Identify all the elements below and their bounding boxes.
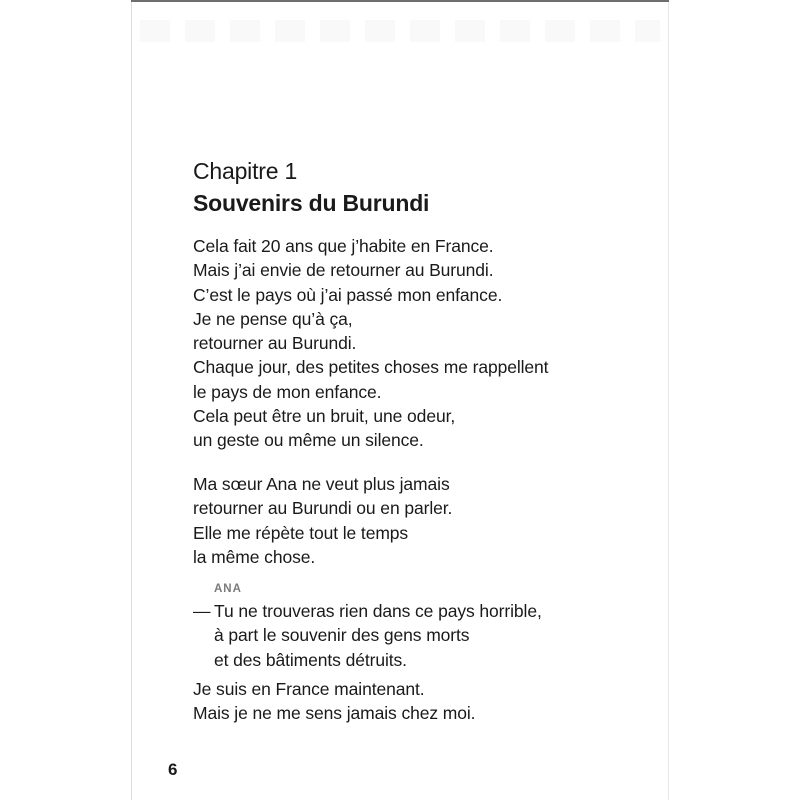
chapter-number: Chapitre 1 — [193, 158, 298, 184]
paragraph-1 — [193, 234, 548, 453]
text-line: le pays de mon enfance. — [193, 381, 382, 402]
top-rule — [131, 0, 669, 2]
chapter-title: Souvenirs du Burundi — [193, 190, 430, 216]
dialogue-line — [193, 599, 542, 623]
text-line: Mais j’ai envie de retourner au Burundi. — [193, 260, 494, 281]
page-number: 6 — [168, 760, 178, 779]
text-line: Je suis en France maintenant. — [193, 679, 425, 699]
text-line: Cela fait 20 ans que j’habite en France. — [193, 236, 494, 256]
dialogue-line: à part le souvenir des gens morts — [214, 625, 470, 646]
dialogue-dash: — — [193, 601, 211, 621]
show-through-text — [140, 20, 660, 42]
text-line: C’est le pays où j’ai passé mon enfance. — [193, 284, 503, 305]
dialogue-block — [193, 599, 542, 672]
dialogue-speaker: ANA — [214, 583, 242, 595]
text-line: Mais je ne me sens jamais chez moi. — [193, 703, 476, 724]
dialogue-text: Tu ne trouveras rien dans ce pays horrible, — [214, 601, 542, 621]
text-line: Cela peut être un bruit, une odeur, — [193, 406, 456, 427]
text-line: retourner au Burundi. — [193, 333, 357, 354]
paragraph-closing — [193, 677, 475, 726]
text-line: retourner au Burundi ou en parler. — [193, 498, 453, 519]
text-line: un geste ou même un silence. — [193, 430, 424, 451]
text-line: Je ne pense qu’à ça, — [193, 308, 353, 329]
paragraph-2 — [193, 472, 452, 569]
text-line: Chaque jour, des petites choses me rappellent — [193, 357, 549, 378]
text-line: Ma sœur Ana ne veut plus jamais — [193, 474, 450, 494]
dialogue-line: et des bâtiments détruits. — [214, 649, 407, 670]
text-line: Elle me répète tout le temps — [193, 522, 409, 543]
text-line: la même chose. — [193, 546, 316, 567]
